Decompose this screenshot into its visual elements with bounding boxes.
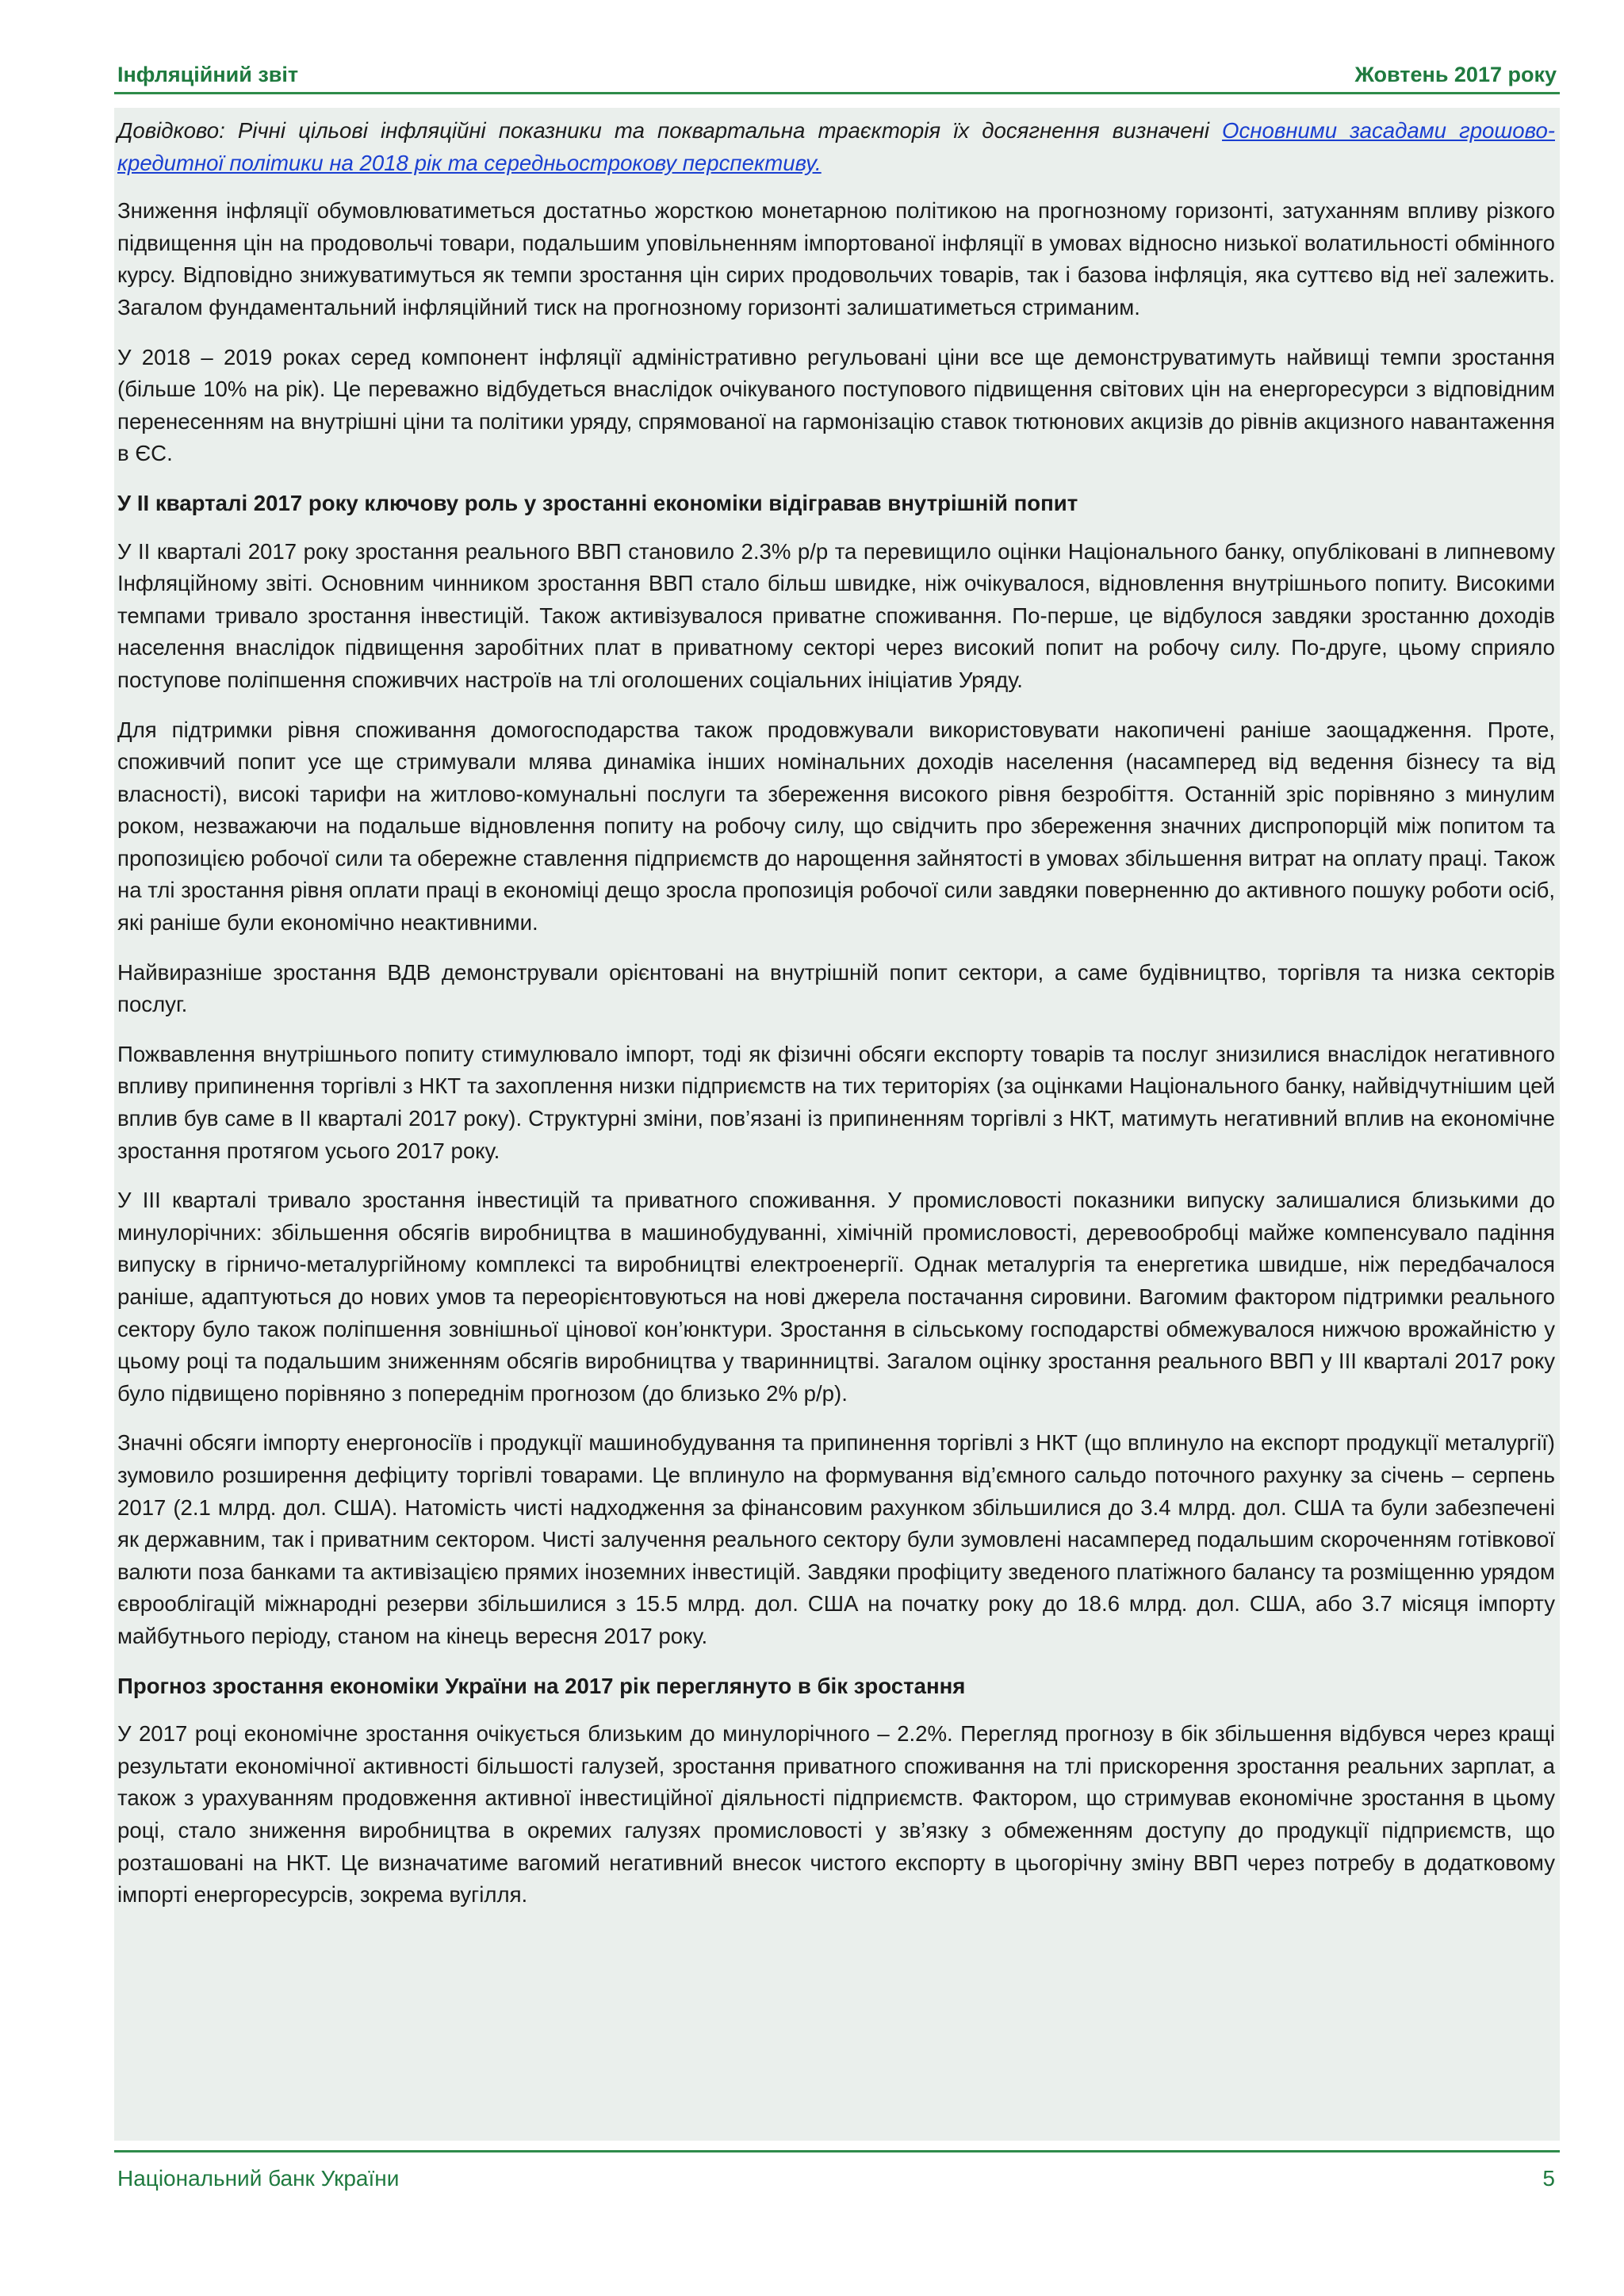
header-divider xyxy=(114,92,1560,94)
paragraph-q3-investment: У ІІІ кварталі тривало зростання інвестицій та приватного споживання. У промисловості показники випуску залишалися близькими до минулорічних: збільшення обсягів виробництва в машинобудуванні, хімічній промисловості, деревообробці майже компенсувало падіння випуску в гірничо-металургійному комплексі та виробництві електроенергії. Однак металургія та енергетика швидше, ніж передбачалося раніше, адаптуються до нових умов та переорієнтовуються на нові джерела постачання сировини. Вагомим фактором підтримки реального сектору було також поліпшення зовнішньої цінової кон’юнктури. Зростання в сільському господарстві обмежувалося нижчою врожайністю у цьому році та подальшим зниженням обсягів виробництва у тваринництві. Загалом оцінку зростання реального ВВП у ІІІ кварталі 2017 року було підвищено порівняно з попереднім прогнозом (до близько 2% р/р). xyxy=(117,1188,1555,1406)
section-heading-q2-demand: У ІІ кварталі 2017 року ключову роль у зростанні економіки відігравав внутрішній попит xyxy=(117,490,1078,515)
note-text: Довідково: Річні цільові інфляційні показники та поквартальна траєкторія їх досягнення визначені xyxy=(117,118,1223,143)
reference-note xyxy=(117,115,1555,179)
paragraph-imports-exports: Пожвавлення внутрішнього попиту стимулювало імпорт, тоді як фізичні обсяги експорту товарів та послуг знизилися внаслідок негативного впливу припинення торгівлі з НКТ та захоплення низки підприємств на тих територіях (за оцінками Національного банку, найвідчутнішим цей вплив був саме в ІІ кварталі 2017 року). Структурні зміни, пов’язані із припиненням торгівлі з НКТ, матимуть негативний вплив на економічне зростання протягом усього 2017 року. xyxy=(117,1041,1555,1163)
section-heading-forecast-revision: Прогноз зростання економіки України на 2017 рік переглянуто в бік зростання xyxy=(117,1673,966,1698)
footer-divider xyxy=(114,2150,1560,2152)
paragraph-gdp-q2: У ІІ кварталі 2017 року зростання реального ВВП становило 2.3% р/р та перевищило оцінки Національного банку, опубліковані в липневому Інфляційному звіті. Основним чинником зростання ВВП стало більш швидке, ніж очікувалося, відновлення внутрішнього попиту. Високими темпами тривало зростання інвестицій. Також активізувалося приватне споживання. По-перше, це відбулося завдяки зростанню доходів населення внаслідок підвищення заробітних плат в приватному секторі через високий попит на робочу силу. По-друге, цьому сприяло поступове поліпшення споживчих настроїв на тлі оголошених соціальних ініціатив Уряду. xyxy=(117,538,1555,692)
paragraph-administered-prices: У 2018 – 2019 роках серед компонент інфляції адміністративно регульовані ціни все ще демонструватимуть найвищі темпи зростання (більше 10% на рік). Це переважно відбудеться внаслідок очікуваного поступового підвищення світових цін на енергоресурси з відповідним перенесенням на внутрішні ціни та політики уряду, спрямованої на гармонізацію ставок тютюнових акцизів до рівнів акцизного навантаження в ЄС. xyxy=(117,344,1555,466)
main-content xyxy=(117,115,1555,1929)
paragraph-balance-of-payments: Значні обсяги імпорту енергоносіїв і продукції машинобудування та припинення торгівлі з НКТ (що вплинуло на експорт продукції металургії) зумовило розширення дефіциту торгівлі товарами. Це вплинуло на формування від’ємного сальдо поточного рахунку за січень – серпень 2017 (2.1 млрд. дол. США). Натомість чисті надходження за фінансовим рахунком збільшилися до 3.4 млрд. дол. США та були забезпечені як державним, так і приватним сектором. Чисті залучення реального сектору були зумовлені насамперед подальшим скороченням готівкової валюти поза банками та активізацією прямих іноземних інвестицій. Завдяки профіциту зведеного платіжного балансу та розміщенню урядом єврооблігацій міжнародні резерви збільшилися з 15.5 млрд. дол. США на початку року до 18.6 млрд. дол. США, або 3.7 місяця імпорту майбутнього періоду, станом на кінець вересня 2017 року. xyxy=(117,1430,1555,1648)
page-footer xyxy=(117,2163,1555,2195)
paragraph-consumption: Для підтримки рівня споживання домогосподарства також продовжували використовувати накопичені раніше заощадження. Проте, споживчий попит усе ще стримували млява динаміка інших номінальних доходів населення (насамперед від ведення бізнесу та від власності), високі тарифи на житлово-комунальні послуги та збереження високого рівня безробіття. Останній зріс порівняно з минулим роком, незважаючи на подальше відновлення попиту на робочу силу, що свідчить про збереження значних диспропорцій між попитом та пропозицією робочої сили та обережне ставлення підприємств до нарощення зайнятості в умовах збільшення витрат на оплату праці. Також на тлі зростання рівня оплати праці в економіці дещо зросла пропозиція робочої сили завдяки поверненню до активного пошуку роботи осіб, які раніше були економічно неактивними. xyxy=(117,717,1555,936)
report-title: Інфляційний звіт xyxy=(117,62,299,86)
page-header xyxy=(117,57,1557,92)
report-date: Жовтень 2017 року xyxy=(1354,62,1557,86)
page-number: 5 xyxy=(1542,2166,1555,2191)
paragraph-growth-forecast: У 2017 році економічне зростання очікується близьким до минулорічного – 2.2%. Перегляд прогнозу в бік збільшення відбувся через кращі результати економічної активності більшості галузей, зростання приватного споживання на тлі прискорення зростання реальних зарплат, а також з урахуванням продовження активної інвестиційної діяльності підприємств. Фактором, що стримував економічне зростання в цьому році, стало зниження виробництва в окремих галузях промисловості у зв’язку з обмеженням доступу до продукції підприємств, що розташовані на НКТ. Це визначатиме вагомий негативний внесок чистого експорту в цьогорічну зміну ВВП через потребу в додатковому імпорті енергоресурсів, зокрема вугілля. xyxy=(117,1721,1555,1908)
paragraph-inflation-decline: Зниження інфляції обумовлюватиметься достатньо жорсткою монетарною політикою на прогнозному горизонті, затуханням впливу різкого підвищення цін на продовольчі товари, подальшим уповільненням імпортованої інфляції в умовах відносно низької волатильності обмінного курсу. Відповідно знижуватимуться як темпи зростання цін сирих продовольчих товарів, так і базова інфляція, яка суттєво від неї залежить. Загалом фундаментальний інфляційний тиск на прогнозному горизонті залишатиметься стриманим. xyxy=(117,198,1555,320)
paragraph-gva-sectors: Найвиразніше зростання ВДВ демонстрували орієнтовані на внутрішній попит сектори, а саме будівництво, торгівля та низка секторів послуг. xyxy=(117,959,1555,1017)
policy-link[interactable]: Основними засадами грошово-кредитної політики на 2018 рік та середньострокову перспективу. xyxy=(117,118,1555,175)
publisher-name: Національний банк України xyxy=(117,2166,400,2191)
